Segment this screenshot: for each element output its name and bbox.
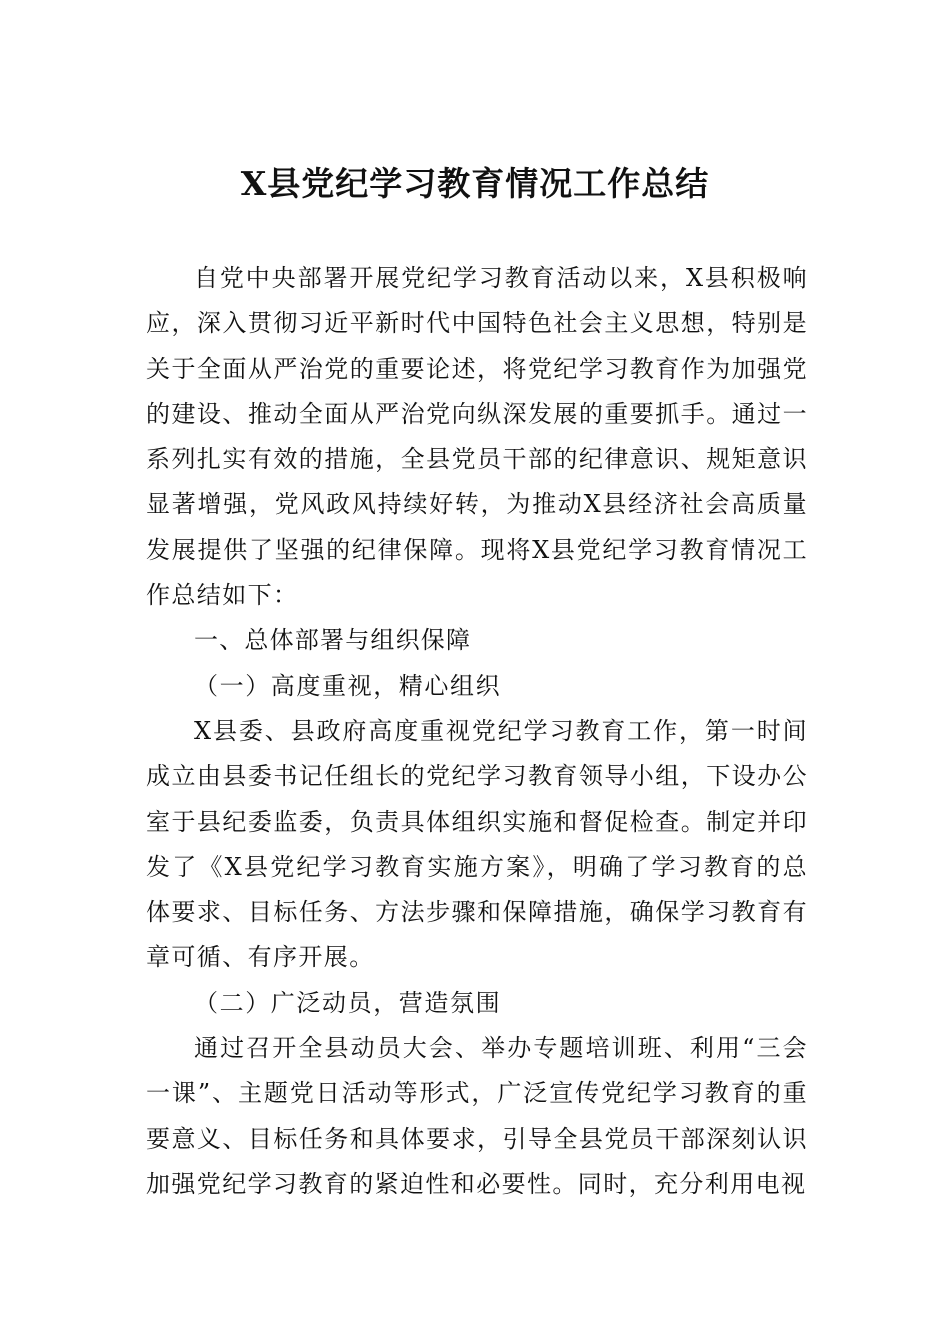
subsection-heading-2: （二）广泛动员，营造氛围 — [194, 988, 502, 1017]
document-title: X县党纪学习教育情况工作总结 — [240, 164, 710, 203]
intro-paragraph: 自党中央部署开展党纪学习教育活动以来，X县积极响应，深入贯彻习近平新时代中国特色社会主义思想，特别是关于全面从严治党的重要论述，将党纪学习教育作为加强党的建设、推动全面从严治党向纵深发展的重要抓手。通过一系列扎实有效的措施，全县党员干部的纪律意识、规矩意识显著增强，党风政风持续好转，为推动X县经济社会高质量发展提供了坚强的纪律保障。现将X县党纪学习教育情况工作总结如下： — [146, 264, 808, 610]
document-body — [146, 256, 808, 1207]
body-paragraph-1: X县委、县政府高度重视党纪学习教育工作，第一时间成立由县委书记任组长的党纪学习教育领导小组，下设办公室于县纪委监委，负责具体组织实施和督促检查。制定并印发了《X县党纪学习教育实施方案》，明确了学习教育的总体要求、目标任务、方法步骤和保障措施，确保学习教育有章可循、有序开展。 — [146, 716, 808, 972]
body-paragraph-2: 通过召开全县动员大会、举办专题培训班、利用“三会一课”、主题党日活动等形式，广泛宣传党纪学习教育的重要意义、目标任务和具体要求，引导全县党员干部深刻认识加强党纪学习教育的紧迫性和必要性。同时，充分利用电视 — [146, 1034, 808, 1198]
section-heading-1: 一、总体部署与组织保障 — [194, 626, 472, 655]
subsection-heading-1: （一）高度重视，精心组织 — [194, 671, 502, 700]
